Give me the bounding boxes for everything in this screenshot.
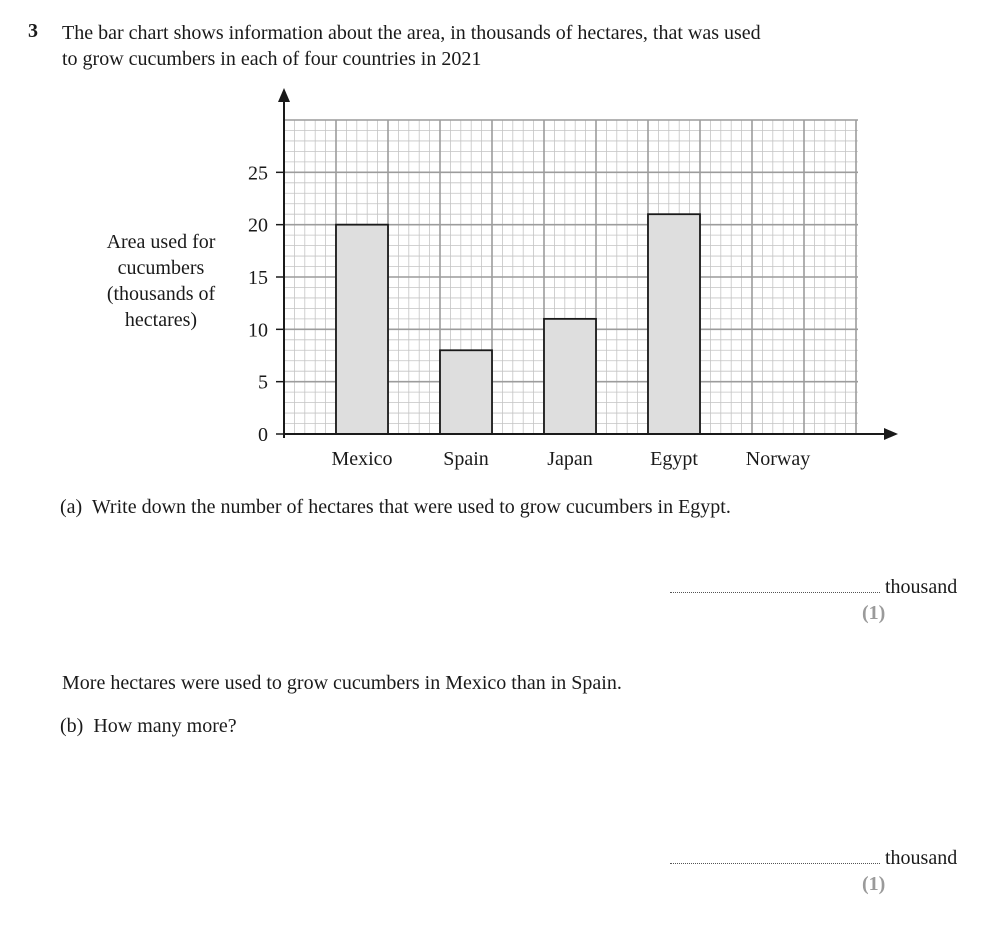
part-b-label: (b)	[60, 715, 84, 737]
y-tick-label: 0	[258, 424, 268, 446]
part-a-answer-line[interactable]	[670, 574, 880, 593]
x-tick-label-egypt: Egypt	[650, 448, 698, 470]
bar-mexico	[336, 225, 388, 434]
x-axis-arrow	[884, 428, 898, 440]
part-a-question	[60, 496, 731, 519]
part-b-answer-row	[670, 845, 957, 870]
x-tick-label-mexico: Mexico	[331, 448, 393, 470]
x-tick-label-japan: Japan	[547, 448, 593, 470]
statement: More hectares were used to grow cucumbers in Mexico than in Spain.	[62, 672, 622, 694]
y-tick-label: 20	[248, 214, 268, 237]
y-axis-arrow	[278, 88, 290, 102]
part-a-answer-row	[670, 574, 957, 599]
intro-line-1: The bar chart shows information about the area, in thousands of hectares, that was used	[62, 22, 761, 44]
question-number: 3	[28, 20, 38, 42]
y-tick-label: 25	[248, 162, 268, 185]
bar-spain	[440, 350, 492, 434]
bar-japan	[544, 319, 596, 434]
part-a-marks: (1)	[862, 602, 886, 624]
y-tick-label: 15	[248, 267, 268, 289]
part-a-unit: thousand	[885, 576, 958, 598]
y-axis-label-line: cucumbers	[117, 257, 205, 279]
part-a-text: Write down the number of hectares that were used to grow cucumbers in Egypt.	[91, 496, 731, 518]
part-b-text: How many more?	[93, 715, 237, 737]
y-axis-label-line: Area used for	[106, 231, 216, 253]
y-tick-label: 10	[248, 319, 268, 342]
part-b-unit: thousand	[885, 847, 958, 869]
part-b-answer-line[interactable]	[670, 845, 880, 864]
bar-egypt	[648, 214, 700, 434]
y-tick-label: 5	[258, 371, 268, 394]
part-b-marks: (1)	[862, 873, 886, 895]
x-tick-label-spain: Spain	[443, 448, 489, 470]
part-a-label: (a)	[60, 496, 83, 518]
intro-line-2: to grow cucumbers in each of four countries in 2021	[62, 48, 482, 70]
x-tick-label-norway: Norway	[745, 448, 811, 470]
part-b-question	[60, 715, 237, 738]
y-axis-label-line: (thousands of	[106, 283, 216, 305]
y-axis-label-line: hectares)	[124, 309, 198, 331]
